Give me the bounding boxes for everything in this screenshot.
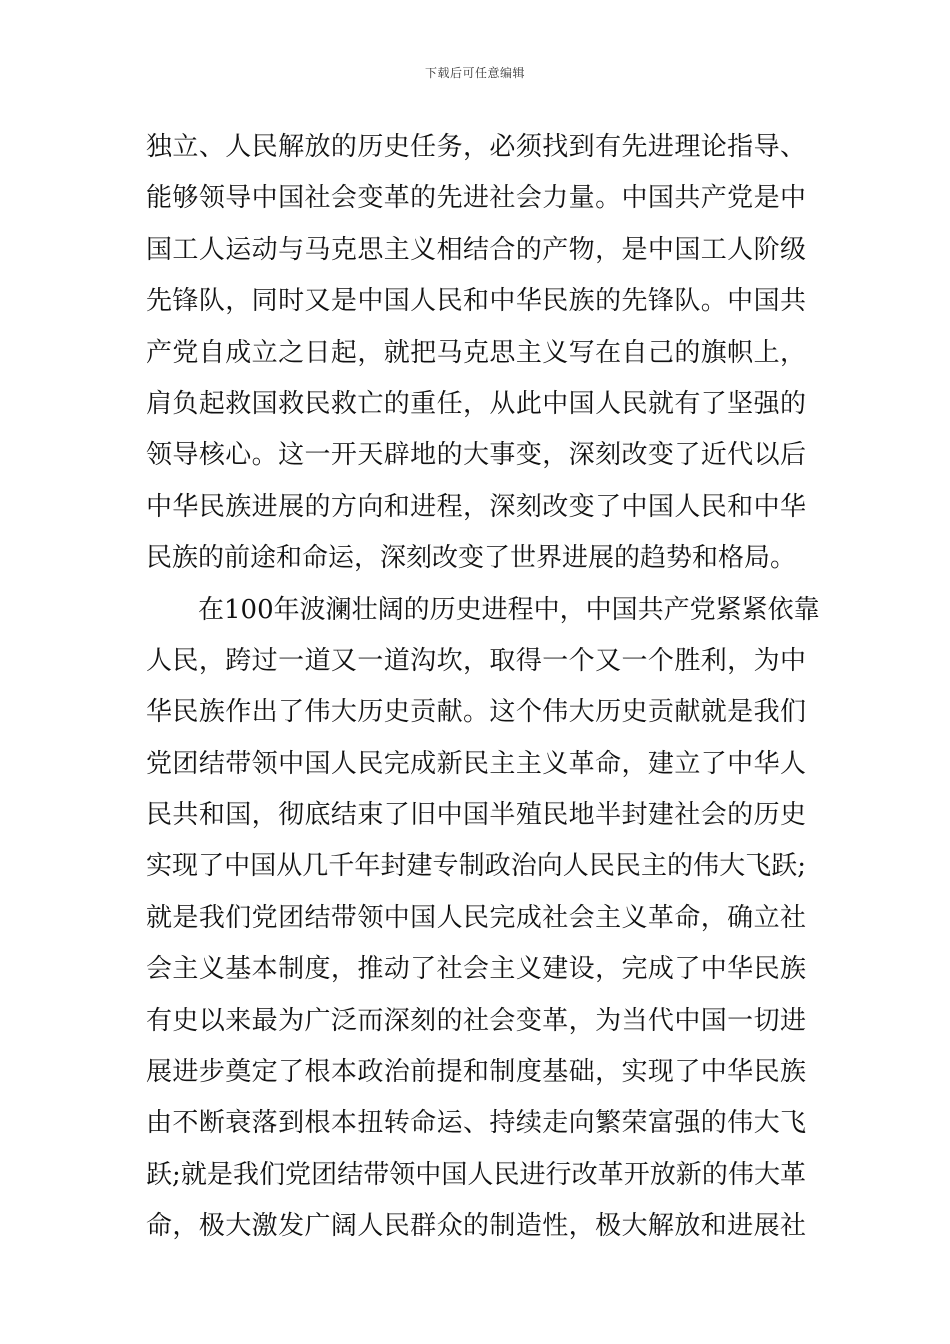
text-line: 由不断衰落到根本扭转命运、持续走向繁荣富强的伟大飞 — [146, 1108, 806, 1139]
text-line: 领导核心。这一开天辟地的大事变，深刻改变了近代以后 — [146, 440, 806, 471]
text-line: 肩负起救国救民救亡的重任，从此中国人民就有了坚强的 — [146, 388, 806, 419]
text-line: 先锋队，同时又是中国人民和中华民族的先锋队。中国共 — [146, 286, 806, 317]
text-line: 能够领导中国社会变革的先进社会力量。中国共产党是中 — [146, 183, 806, 214]
text-line: 华民族作出了伟大历史贡献。这个伟大历史贡献就是我们 — [146, 697, 806, 728]
text-line: 实现了中国从几千年封建专制政治向人民民主的伟大飞跃; — [146, 851, 806, 882]
text-line: 民共和国，彻底结束了旧中国半殖民地半封建社会的历史 — [146, 800, 806, 831]
text-line: 产党自成立之日起，就把马克思主义写在自己的旗帜上， — [146, 337, 806, 368]
page-header: 下载后可任意编辑 — [424, 66, 525, 80]
text-line: 人民，跨过一道又一道沟坎，取得一个又一个胜利，为中 — [146, 645, 806, 676]
document-body — [146, 122, 820, 1253]
text-line: 命，极大激发广阔人民群众的制造性，极大解放和进展社 — [146, 1211, 806, 1242]
paragraph-start-line: 在100年波澜壮阔的历史进程中，中国共产党紧紧依靠 — [198, 594, 820, 625]
text-line: 民族的前途和命运，深刻改变了世界进展的趋势和格局。 — [146, 543, 797, 574]
text-line: 展进步奠定了根本政治前提和制度基础，实现了中华民族 — [146, 1057, 806, 1088]
text-line: 就是我们党团结带领中国人民完成社会主义革命，确立社 — [146, 902, 806, 933]
text-line: 党团结带领中国人民完成新民主主义革命，建立了中华人 — [146, 748, 806, 779]
text-line: 跃;就是我们党团结带领中国人民进行改革开放新的伟大革 — [146, 1159, 806, 1190]
text-line: 国工人运动与马克思主义相结合的产物，是中国工人阶级 — [146, 234, 806, 265]
text-line: 有史以来最为广泛而深刻的社会变革，为当代中国一切进 — [146, 1005, 806, 1036]
text-line: 中华民族进展的方向和进程，深刻改变了中国人民和中华 — [146, 491, 806, 522]
text-line: 会主义基本制度，推动了社会主义建设，完成了中华民族 — [146, 954, 806, 985]
text-line: 独立、人民解放的历史任务，必须找到有先进理论指导、 — [146, 132, 806, 162]
